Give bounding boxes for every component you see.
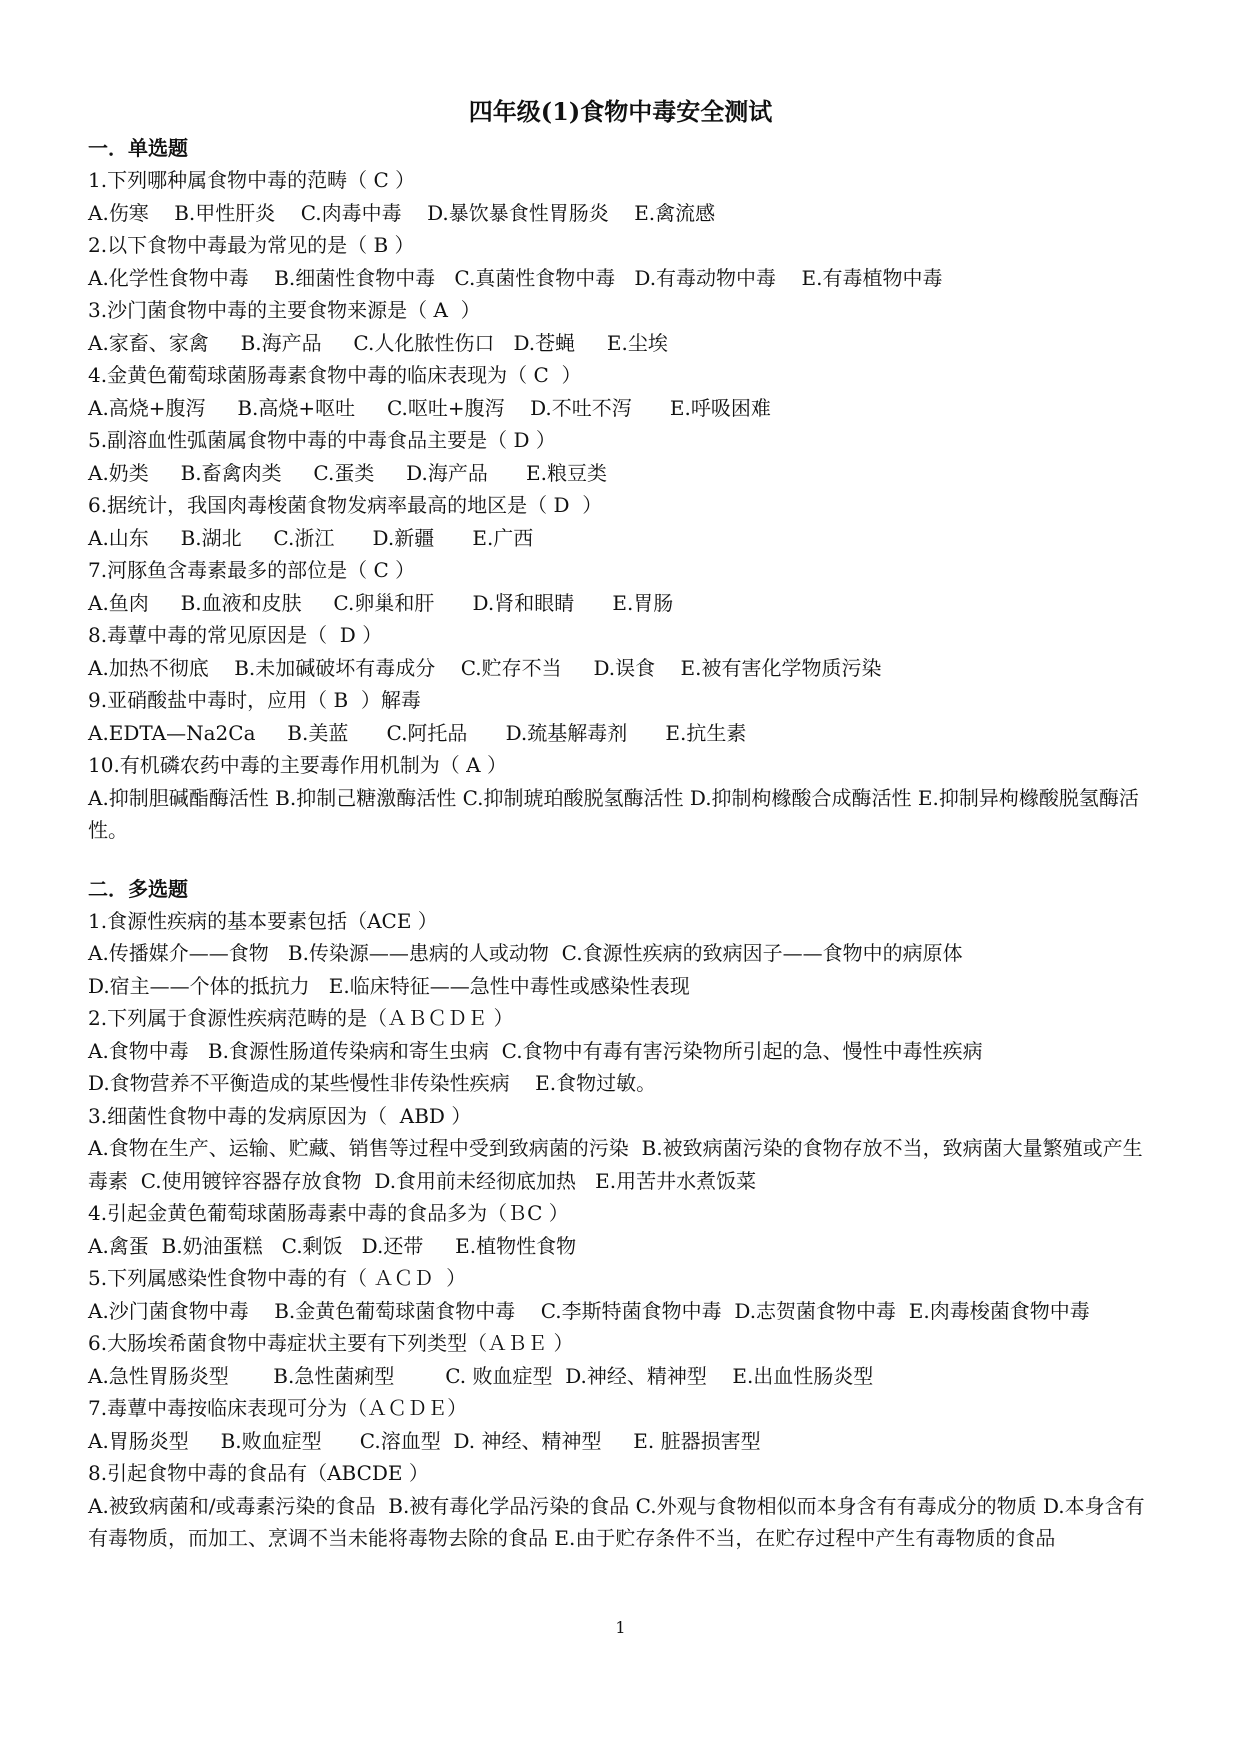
page-number: 1	[615, 1618, 626, 1637]
question: 4.金黄色葡萄球菌肠毒素食物中毒的临床表现为（ C ）	[88, 363, 582, 387]
question-options: A.急性胃肠炎型 B.急性菌痢型 C. 败血症型 D.神经、精神型 E.出血性肠炎型	[88, 1363, 874, 1388]
question-options: A.传播媒介——食物 B.传染源——患病的人或动物 C.食源性疾病的致病因子——食物中的病原体 D.宿主——个体的抵抗力 E.临床特征——急性中毒性或感染性表现	[88, 941, 963, 998]
question: 6.据统计，我国肉毒梭菌食物发病率最高的地区是（ D ）	[88, 493, 603, 517]
question: 10.有机磷农药中毒的主要毒作用机制为（ A ）	[88, 753, 507, 777]
question: 7.毒蕈中毒按临床表现可分为（ＡＣＤＥ）	[88, 1396, 468, 1420]
question-options: A.化学性食物中毒 B.细菌性食物中毒 C.真菌性食物中毒 D.有毒动物中毒 E.有毒植物中毒	[88, 265, 943, 290]
question-options: A.抑制胆碱酯酶活性 B.抑制己糖激酶活性 C.抑制琥珀酸脱氢酶活性 D.抑制枸橼酸合成酶活性 E.抑制异枸橼酸脱氢酶活性。	[88, 785, 1139, 842]
question: 3.沙门菌食物中毒的主要食物来源是（ A ）	[88, 298, 481, 322]
page-title: 四年级(1)食物中毒安全测试	[468, 97, 773, 126]
question-options: A.鱼肉 B.血液和皮肤 C.卵巢和肝 D.肾和眼睛 E.胃肠	[88, 590, 674, 615]
question: 9.亚硝酸盐中毒时，应用（ B ）解毒	[88, 688, 421, 712]
question-options: A.伤寒 B.甲性肝炎 C.肉毒中毒 D.暴饮暴食性胃肠炎 E.禽流感	[88, 200, 716, 225]
question-options: A.奶类 B.畜禽肉类 C.蛋类 D.海产品 E.粮豆类	[88, 460, 607, 485]
question-options: A.食物中毒 B.食源性肠道传染病和寄生虫病 C.食物中有毒有害污染物所引起的急、慢性中毒性疾病 D.食物营养不平衡造成的某些慢性非传染性疾病 E.食物过敏。	[88, 1038, 983, 1095]
question: 2.下列属于食源性疾病范畴的是（ＡＢＣＤＥ ）	[88, 1006, 514, 1030]
question: 7.河豚鱼含毒素最多的部位是（ C ）	[88, 558, 416, 582]
question-options: A.家畜、家禽 B.海产品 C.人化脓性伤口 D.苍蝇 E.尘埃	[88, 330, 668, 355]
question-options: A.胃肠炎型 B.败血症型 C.溶血型 D. 神经、精神型 E. 脏器损害型	[88, 1428, 761, 1453]
question-options: A.被致病菌和/或毒素污染的食品 B.被有毒化学品污染的食品 C.外观与食物相似而本身含有有毒成分的物质 D.本身含有有毒物质，而加工、烹调不当未能将毒物去除的食品 E.由于贮存条件不当，在贮存过程中产生有毒物质的食品	[88, 1493, 1145, 1550]
question: 1.食源性疾病的基本要素包括（ACE ）	[88, 908, 438, 933]
question: 6.大肠埃希菌食物中毒症状主要有下列类型（ＡＢＥ ）	[88, 1331, 574, 1355]
question: 2.以下食物中毒最为常见的是（ B ）	[88, 233, 415, 257]
question: 1.下列哪种属食物中毒的范畴（ C ）	[88, 168, 416, 192]
question-options: A.山东 B.湖北 C.浙江 D.新疆 E.广西	[88, 525, 534, 550]
question: 8.引起食物中毒的食品有（ABCDE ）	[88, 1461, 429, 1485]
question-options: A.EDTA—Na2Ca B.美蓝 C.阿托品 D.巯基解毒剂 E.抗生素	[88, 720, 747, 745]
section-spacer	[88, 847, 1153, 873]
question: 8.毒蕈中毒的常见原因是（ D ）	[88, 623, 383, 647]
section-heading-single-choice: 一．单选题	[88, 136, 188, 160]
question: 4.引起金黄色葡萄球菌肠毒素中毒的食品多为（ＢC ）	[88, 1201, 569, 1225]
question-options: A.高烧+腹泻 B.高烧+呕吐 C.呕吐+腹泻 D.不吐不泻 E.呼吸困难	[88, 395, 771, 420]
multiple-choice-list	[88, 905, 1153, 1555]
single-choice-list	[88, 164, 1153, 847]
section-heading-multiple-choice: 二．多选题	[88, 876, 188, 901]
question: 5.副溶血性弧菌属食物中毒的中毒食品主要是（ D ）	[88, 428, 556, 452]
question: 3.细菌性食物中毒的发病原因为（ ABD ）	[88, 1103, 472, 1128]
question: 5.下列属感染性食物中毒的有（ ＡＣＤ ）	[88, 1266, 467, 1290]
question-options: A.加热不彻底 B.未加碱破坏有毒成分 C.贮存不当 D.误食 E.被有害化学物质污染	[88, 655, 882, 680]
question-options: A.食物在生产、运输、贮藏、销售等过程中受到致病菌的污染 B.被致病菌污染的食物存放不当，致病菌大量繁殖或产生毒素 C.使用镀锌容器存放食物 D.食用前未经彻底加热 E.用苦井水煮饭菜	[88, 1136, 1143, 1193]
question-options: A.沙门菌食物中毒 B.金黄色葡萄球菌食物中毒 C.李斯特菌食物中毒 D.志贺菌食物中毒 E.肉毒梭菌食物中毒	[88, 1298, 1090, 1323]
question-options: A.禽蛋 B.奶油蛋糕 C.剩饭 D.还带 E.植物性食物	[88, 1233, 577, 1258]
